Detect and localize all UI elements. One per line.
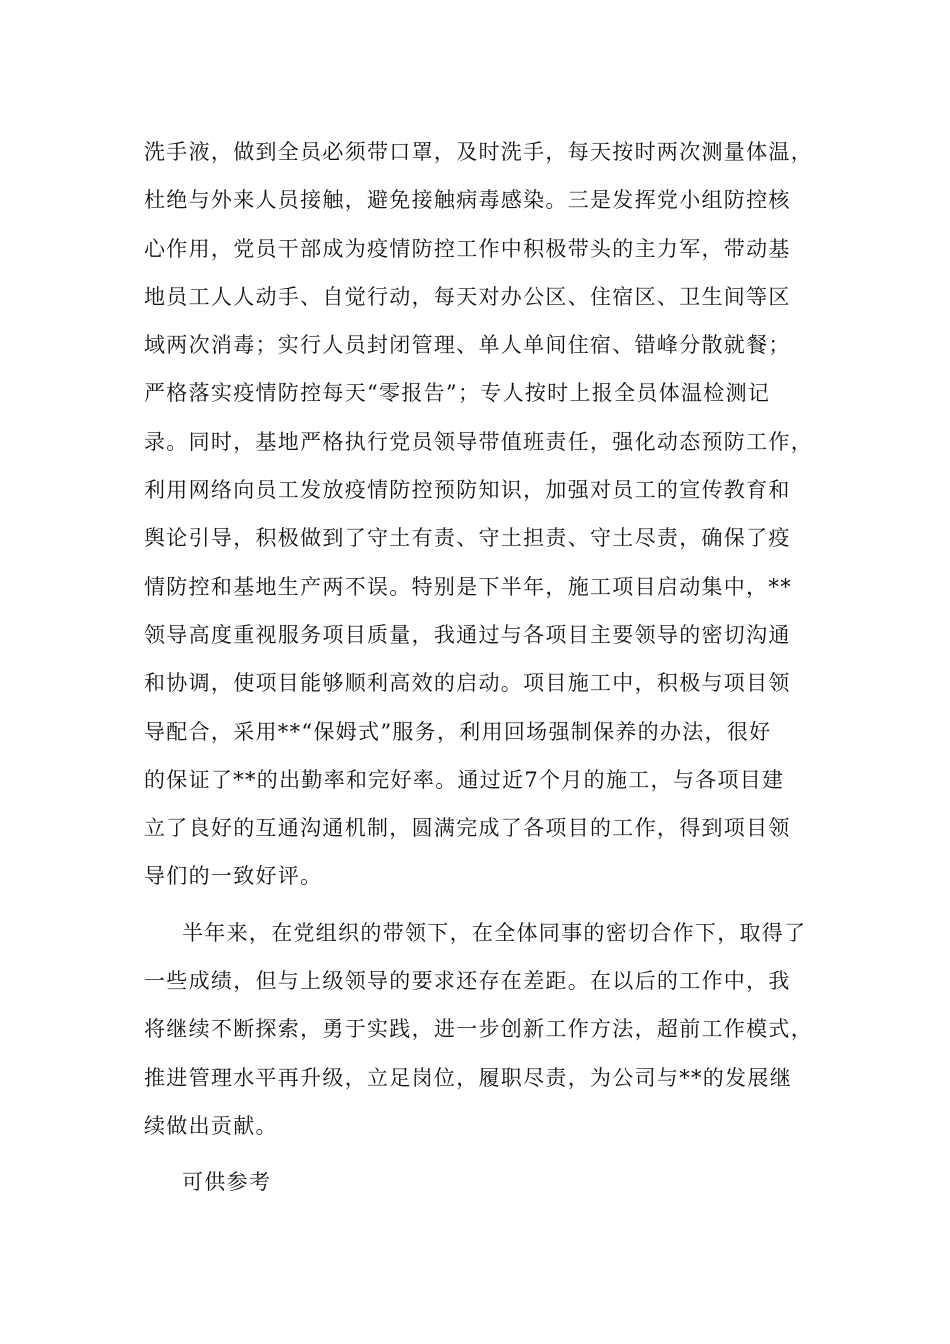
- document-body: [144, 128, 814, 1207]
- text-line: 导们的一致好评。: [144, 864, 323, 889]
- text-line: 领导高度重视服务项目质量，我通过与各项目主要领导的密切沟通: [144, 622, 791, 647]
- text-line: 一些成绩，但与上级领导的要求还存在差距。在以后的工作中，我: [144, 969, 791, 994]
- paragraph-2: [144, 909, 814, 1150]
- text-line: 推进管理水平再升级，立足岗位，履职尽责，为公司与**的发展继: [144, 1065, 792, 1090]
- text-line: 杜绝与外来人员接触，避免接触病毒感染。三是发挥党小组防控核: [144, 188, 791, 213]
- text-line: 和协调，使项目能够顺利高效的启动。项目施工中，积极与项目领: [144, 671, 791, 696]
- text-line: 舆论引导，积极做到了守土有责、守土担责、守土尽责，确保了疫: [144, 526, 791, 551]
- text-line: 续做出贡献。: [144, 1113, 278, 1138]
- text-line: 的保证了**的出勤率和完好率。通过近7个月的施工，与各项目建: [144, 767, 785, 792]
- text-line: 情防控和基地生产两不误。特别是下半年，施工项目启动集中，**: [144, 574, 792, 599]
- text-line: 地员工人人动手、自觉行动，每天对办公区、住宿区、卫生间等区: [144, 284, 791, 309]
- paragraph-spacer: [144, 1150, 814, 1158]
- text-line: 半年来，在党组织的带领下，在全体同事的密切合作下，取得了: [182, 920, 807, 945]
- text-line: 录。同时，基地严格执行党员领导带值班责任，强化动态预防工作，: [144, 429, 813, 454]
- text-line: 严格落实疫情防控每天“零报告”；专人按时上报全员体温检测记: [144, 381, 771, 406]
- text-line: 域两次消毒；实行人员封闭管理、单人单间住宿、错峰分散就餐；: [144, 333, 791, 358]
- paragraph-spacer: [144, 901, 814, 909]
- text-line: 洗手液，做到全员必须带口罩，及时洗手，每天按时两次测量体温，: [144, 140, 813, 164]
- text-line: 心作用，党员干部成为疫情防控工作中积极带头的主力军，带动基: [144, 236, 791, 261]
- text-line: 导配合，采用**“保姆式”服务，利用回场强制保养的办法，很好: [144, 719, 772, 744]
- closing-note: 可供参考: [182, 1170, 272, 1195]
- text-line: 利用网络向员工发放疫情防控预防知识，加强对员工的宣传教育和: [144, 478, 791, 503]
- text-line: 立了良好的互通沟通机制，圆满完成了各项目的工作，得到项目领: [144, 816, 791, 841]
- text-line: 将继续不断探索，勇于实践，进一步创新工作方法，超前工作模式，: [144, 1017, 813, 1042]
- paragraph-1: [144, 128, 814, 901]
- paragraph-3: [144, 1158, 814, 1206]
